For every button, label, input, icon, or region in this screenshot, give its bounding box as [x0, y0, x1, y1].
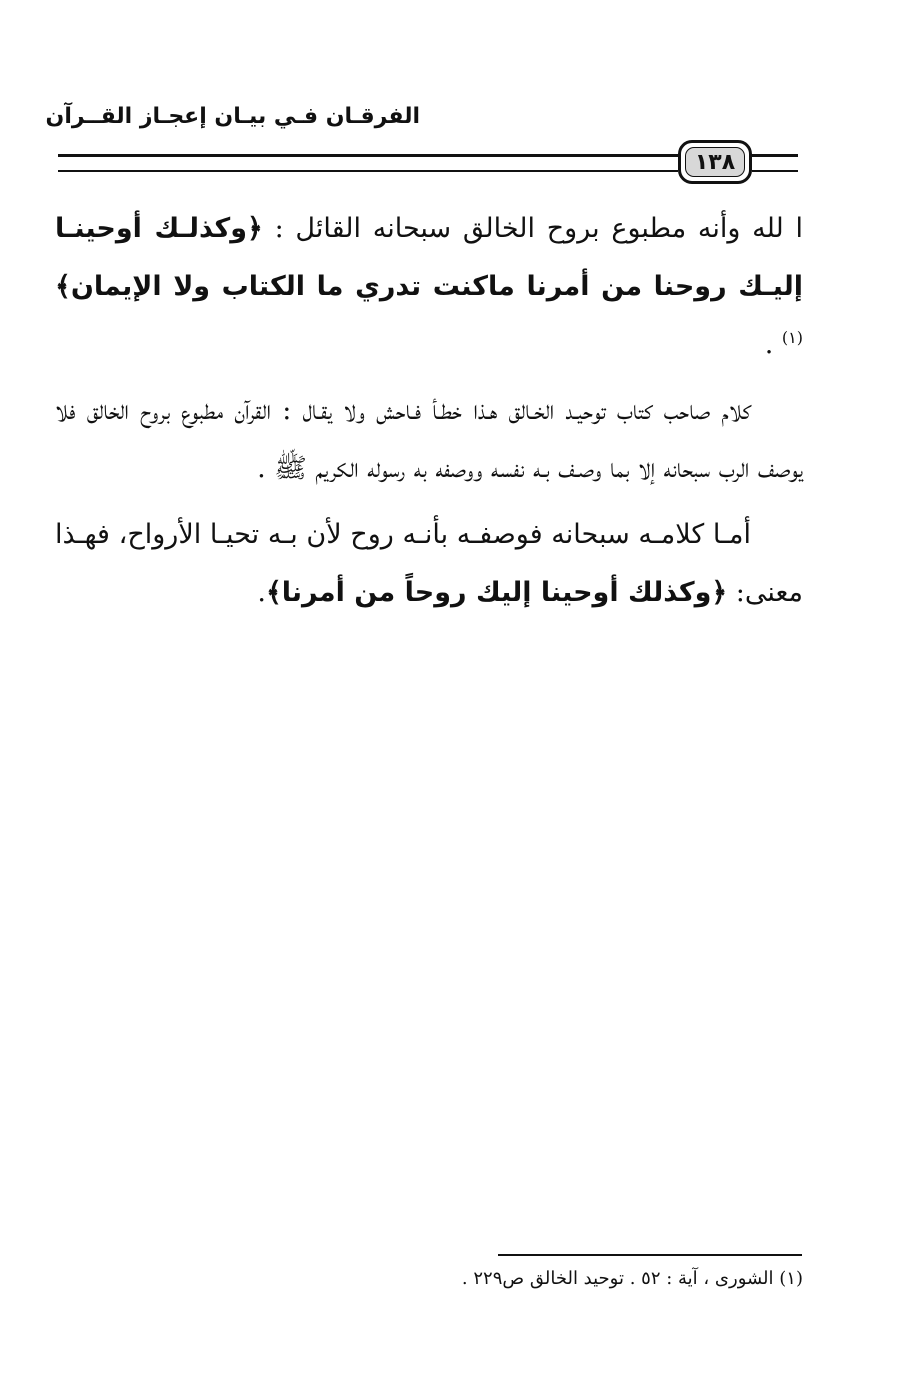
running-header-title: الفرقـان فـي بيـان إعجـاز القــرآن — [45, 104, 420, 129]
header-rule-bottom-right — [752, 170, 798, 172]
quran-quote-2: ﴿وكذلك أوحينا إليك روحاً من أمرنا﴾ — [265, 577, 728, 608]
header-rule-bottom — [58, 170, 678, 172]
body-text — [55, 200, 803, 630]
page-number: ١٣٨ — [685, 147, 745, 177]
header-rule-top-right — [752, 154, 798, 157]
paragraph-1-text: ا لله وأنه مطبوع بروح الخالق سبحانه القائل : — [262, 213, 804, 244]
paragraph-3 — [55, 506, 803, 622]
paragraph-2: كلام صاحب كتاب توحيـد الخـالق هـذا خطـأ فـاحش ولا يقـال : القرآن مطبوع بروح الخالق فلا يوصف الرب سبحانه إلا بما وصـف بـه نفسه ووصفه به رسوله الكريم ﷺ . — [55, 395, 803, 484]
paragraph-3-end: . — [257, 577, 266, 608]
paragraph-1 — [55, 200, 803, 374]
quran-quote-1: ﴿وكذلـك أوحينـا إليـك روحنا من أمرنا ماكنت تدري ما الكتاب ولا الإيمان﴾ — [55, 213, 803, 302]
paragraph-3-text: أمـا كلامـه سبحانه فوصفـه بأنـه روح لأن بـه تحيـا الأرواح، فهـذا معنى: — [55, 519, 803, 608]
page-number-badge — [678, 140, 752, 184]
paragraph-1-end: . — [764, 329, 782, 360]
footnote-1: (١) الشورى ، آية : ٥٢ . توحيد الخالق ص٢٢٩ . — [461, 1268, 803, 1289]
footnote-separator — [498, 1254, 802, 1256]
footnote-ref-1[interactable]: (١) — [781, 328, 803, 347]
header-rule-top — [58, 154, 678, 157]
